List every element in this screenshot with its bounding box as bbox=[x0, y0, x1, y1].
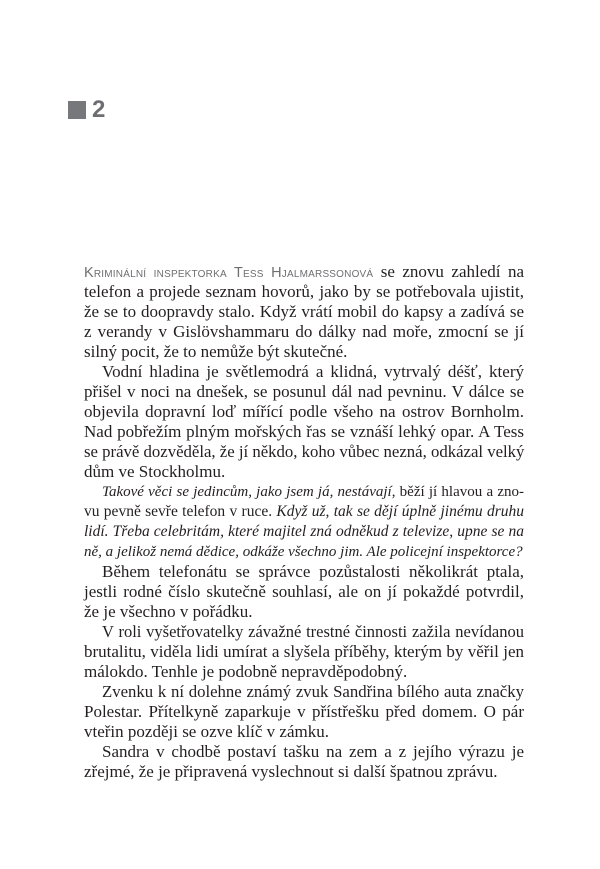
text-line: brutalitu, viděla lidi umírat a slyšela příběhy, kterým by věřil jen bbox=[84, 642, 524, 661]
text-line: zřejmé, že je připravená vyslechnout si další špatnou zprávu. bbox=[84, 762, 498, 781]
text-line: Polestar. Přítelkyně zaparkuje v přístřešku před domem. O pár bbox=[84, 702, 524, 721]
italic-run: Takové věci se jedincům, jako jsem já, nestávají bbox=[102, 484, 392, 500]
body-text bbox=[84, 262, 524, 782]
text-line: málokdo. Tenhle je podobně nepravděpodobný. bbox=[84, 662, 408, 681]
text-line: objevila dopravní loď mířící podle všeho na ostrov Bornholm. bbox=[84, 402, 524, 421]
text-run: se znovu zahledí na bbox=[373, 262, 524, 281]
text-line: z verandy v Gislövshammaru do dálky nad moře, zmocní se jí bbox=[84, 322, 524, 341]
text-line: že se to doopravdy stalo. Když vrátí mobil do kapsy a zadívá se bbox=[84, 302, 524, 321]
text-line: přišel v noci na dnešek, se posunul dál nad pevninu. V dálce se bbox=[84, 382, 524, 401]
text-line: Nad pobřežím plným mořských řas se vznáší lehký opar. A Tess bbox=[84, 422, 524, 441]
text-line: telefon a projede seznam hovorů, jako by se potřebovala ujistit, bbox=[84, 282, 524, 301]
text-line: Sandra v chodbě postaví tašku na zem a z jejího výrazu je bbox=[102, 742, 524, 761]
text-line bbox=[84, 482, 524, 502]
text-line: Vodní hladina je světlemodrá a klidná, vytrvalý déšť, který bbox=[102, 362, 524, 381]
italic-run: ně, a jelikož nemá dědice, odkáže všechno jim. Ale policejní inspektorce? bbox=[84, 544, 523, 560]
square-icon bbox=[68, 101, 86, 119]
text-line: Během telefonátu se správce pozůstalosti několikrát ptala, bbox=[102, 562, 524, 581]
text-line bbox=[84, 502, 524, 522]
text-line: vteřin později se ozve klíč v zámku. bbox=[84, 722, 329, 741]
text-line: se právě dozvěděla, že jí někdo, koho vůbec nezná, odkázal velký bbox=[84, 442, 525, 461]
chapter-heading bbox=[68, 98, 105, 122]
text-line: V roli vyšetřovatelky závažné trestné činnosti zažila nevídanou bbox=[102, 622, 524, 641]
text-line bbox=[84, 522, 524, 542]
text-run: vu pevně sevře telefon v ruce. bbox=[84, 503, 277, 520]
small-caps-lead: Kriminální inspektorka Tess Hjalmarssonová bbox=[84, 265, 374, 281]
text-line bbox=[84, 262, 524, 282]
text-line: jestli rodné číslo skutečně souhlasí, ale on jí pokaždé potvrdil, bbox=[84, 582, 524, 601]
text-line bbox=[84, 542, 524, 562]
chapter-number: 2 bbox=[92, 96, 106, 123]
text-line: že je všechno v pořádku. bbox=[84, 602, 253, 621]
text-line: silný pocit, že to nemůže být skutečné. bbox=[84, 342, 348, 361]
italic-run: Když už, tak se dějí úplně jinému druhu bbox=[276, 503, 525, 520]
text-line: Zvenku k ní dolehne známý zvuk Sandřina bílého auta značky bbox=[102, 682, 524, 701]
italic-run: lidí. Třeba celebritám, které majitel zná odněkud z televize, upne se na bbox=[84, 523, 524, 540]
text-line: dům ve Stockholmu. bbox=[84, 462, 226, 481]
text-run: , běží jí hlavou a zno- bbox=[391, 484, 524, 500]
